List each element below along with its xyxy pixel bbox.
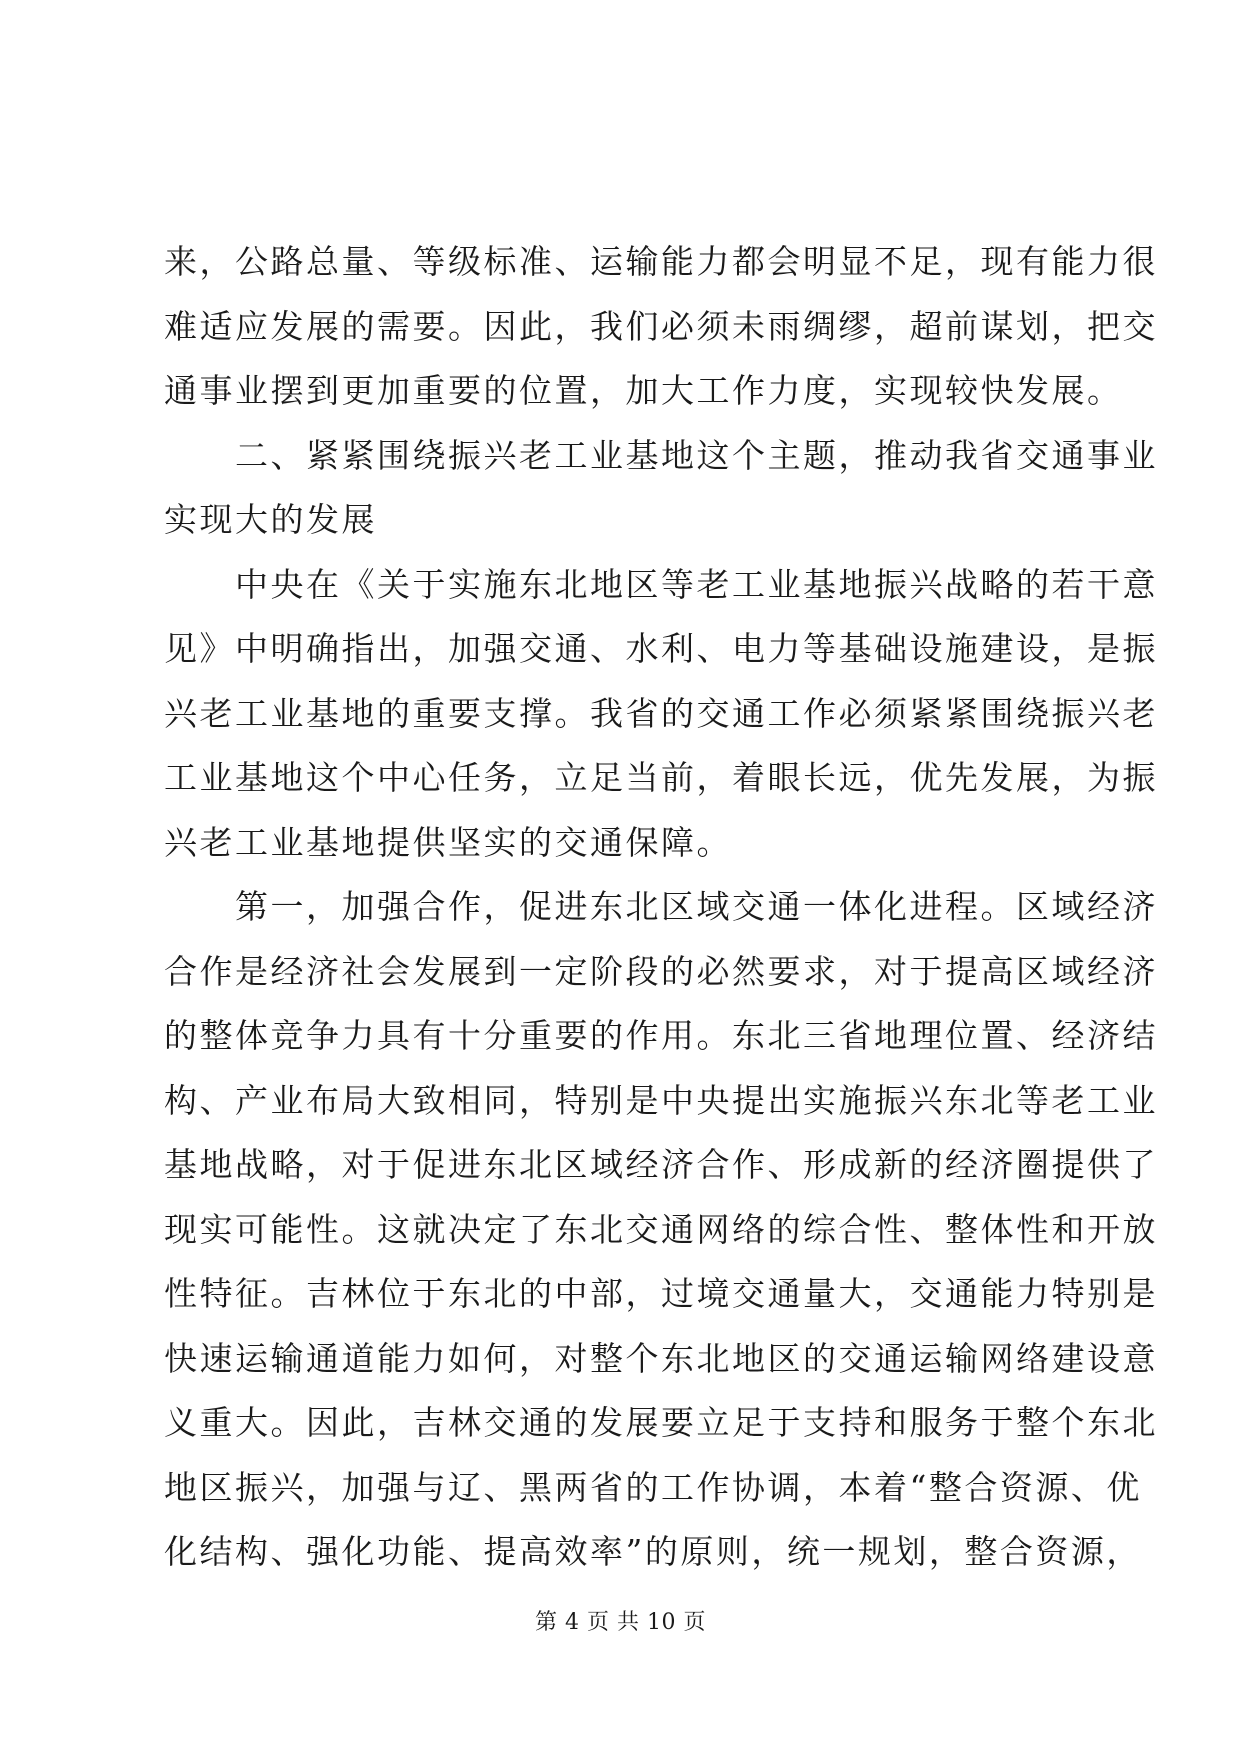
- text-line: 通事业摆到更加重要的位置，加大工作力度，实现较快发展。: [164, 371, 1123, 410]
- text-line: 基地战略，对于促进东北区域经济合作、形成新的经济圈提供了: [164, 1145, 1158, 1184]
- text-line: 地区振兴，加强与辽、黑两省的工作协调，本着“整合资源、优: [164, 1467, 1142, 1507]
- text-line: 第一，加强合作，促进东北区域交通一体化进程。区域经济: [164, 887, 1158, 926]
- text-line: 化结构、强化功能、提高效率”的原则，统一规划，整合资源，: [164, 1532, 1142, 1571]
- text-line: 兴老工业基地的重要支撑。我省的交通工作必须紧紧围绕振兴老: [164, 693, 1158, 733]
- text-line: 现实可能性。这就决定了东北交通网络的综合性、整体性和开放: [164, 1209, 1158, 1249]
- text-line: 难适应发展的需要。因此，我们必须未雨绸缪，超前谋划，把交: [164, 306, 1158, 346]
- text-line: 兴老工业基地提供坚实的交通保障。: [164, 822, 732, 862]
- section-heading-line: 实现大的发展: [164, 500, 377, 539]
- text-line: 工业基地这个中心任务，立足当前，着眼长远，优先发展，为振: [164, 758, 1158, 797]
- text-line: 中央在《关于实施东北地区等老工业基地振兴战略的若干意: [164, 564, 1158, 604]
- text-line: 合作是经济社会发展到一定阶段的必然要求，对于提高区域经济: [164, 951, 1158, 991]
- text-line: 构、产业布局大致相同，特别是中央提出实施振兴东北等老工业: [164, 1080, 1158, 1120]
- text-line: 义重大。因此，吉林交通的发展要立足于支持和服务于整个东北: [164, 1403, 1158, 1442]
- text-line: 快速运输通道能力如何，对整个东北地区的交通运输网络建设意: [164, 1338, 1158, 1378]
- section-heading-line: 二、紧紧围绕振兴老工业基地这个主题，推动我省交通事业: [164, 435, 1158, 475]
- text-line: 性特征。吉林位于东北的中部，过境交通量大，交通能力特别是: [164, 1274, 1158, 1313]
- page-number-footer: 第 4 页 共 10 页: [535, 1610, 706, 1635]
- text-line: 见》中明确指出，加强交通、水利、电力等基础设施建设，是振: [164, 629, 1158, 668]
- document-body: [164, 230, 1158, 1585]
- text-line: 的整体竞争力具有十分重要的作用。东北三省地理位置、经济结: [164, 1016, 1158, 1055]
- text-line: 来，公路总量、等级标准、运输能力都会明显不足，现有能力很: [164, 242, 1158, 281]
